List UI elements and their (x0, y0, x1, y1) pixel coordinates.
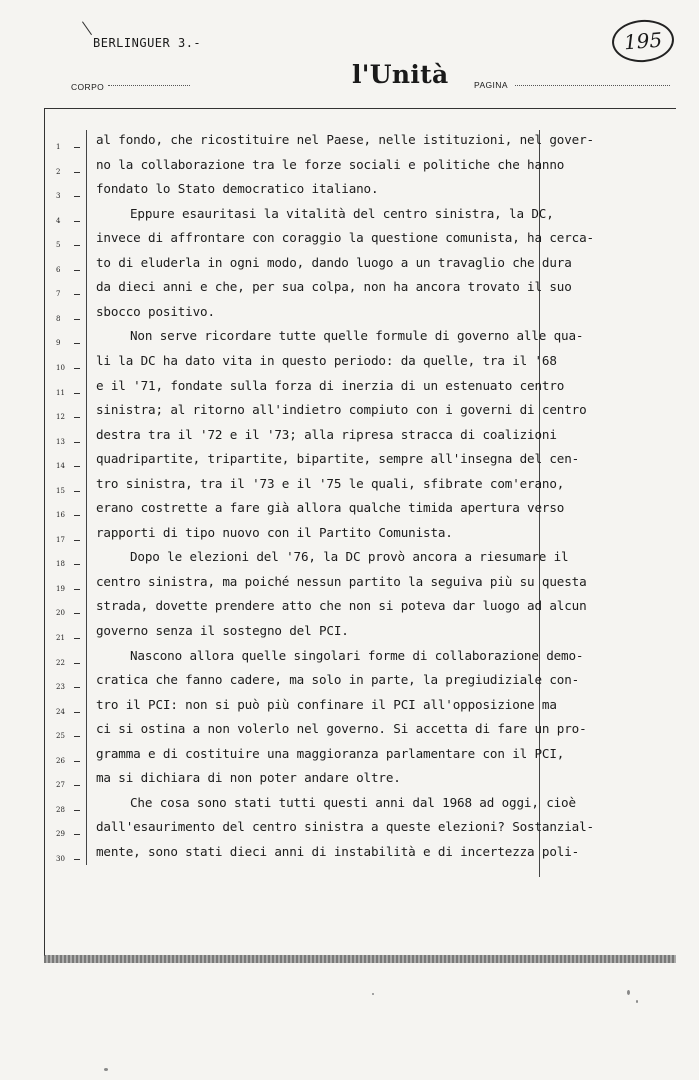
text-line: Nascono allora quelle singolari forme di collaborazione demo- (130, 647, 584, 663)
corpo-dotted-field (108, 85, 190, 86)
text-line: destra tra il '72 e il '73; alla ripresa stracca di coalizioni (96, 426, 557, 442)
line-number: 2 (56, 168, 76, 176)
line-number: 18 (56, 560, 76, 568)
text-line: to di eluderla in ogni modo, dando luogo a un travaglio che dura (96, 254, 572, 270)
text-line: erano costrette a fare già allora qualche timida apertura verso (96, 500, 565, 516)
paper-speck (372, 993, 374, 995)
text-line: tro il PCI: non si può più confinare il PCI all'opposizione ma (96, 696, 557, 712)
text-line: rapporti di tipo nuovo con il Partito Comunista. (96, 524, 453, 540)
line-number: 25 (56, 732, 76, 740)
text-line: mente, sono stati dieci anni di instabilità e di incertezza poli- (96, 843, 580, 859)
line-number: 3 (56, 192, 76, 200)
corpo-label: CORPO (71, 82, 105, 92)
line-number: 22 (56, 659, 76, 667)
line-number: 5 (56, 241, 76, 249)
line-number: 23 (56, 683, 76, 691)
line-number: 26 (56, 757, 76, 765)
pagina-dotted-field (515, 85, 670, 86)
text-line: centro sinistra, ma poiché nessun partito la seguiva più su questa (96, 573, 587, 589)
line-number: 14 (56, 462, 76, 470)
handwritten-page-number: 195 (611, 18, 676, 64)
text-line: fondato lo Stato democratico italiano. (96, 181, 379, 197)
line-number: 9 (56, 339, 76, 347)
line-number: 7 (56, 290, 76, 298)
pen-mark (82, 13, 103, 35)
text-line: Che cosa sono stati tutti questi anni dal 1968 ad oggi, cioè (130, 794, 576, 810)
line-number: 20 (56, 609, 76, 617)
text-line: dall'esaurimento del centro sinistra a queste elezioni? Sostanzial- (96, 819, 594, 835)
text-line: ci si ostina a non volerlo nel governo. Si accetta di fare un pro- (96, 721, 587, 737)
pagina-label: PAGINA (474, 80, 508, 90)
frame-left-border (44, 108, 45, 956)
line-number: 8 (56, 315, 76, 323)
paper-speck (636, 1000, 638, 1003)
text-line: sinistra; al ritorno all'indietro compiuto con i governi di centro (96, 402, 587, 418)
line-number: 21 (56, 634, 76, 642)
text-line: Non serve ricordare tutte quelle formule di governo alle qua- (130, 328, 584, 344)
line-number: 4 (56, 217, 76, 225)
text-line: gramma e di costituire una maggioranza parlamentare con il PCI, (96, 745, 565, 761)
line-number: 1 (56, 143, 76, 151)
line-number: 30 (56, 855, 76, 863)
text-line: al fondo, che ricostituire nel Paese, nelle istituzioni, nel gover- (96, 132, 594, 147)
paper-speck (104, 1068, 108, 1071)
frame-bottom-border (44, 955, 676, 963)
header-rule (44, 108, 676, 109)
line-number: 13 (56, 438, 76, 446)
text-line: e il '71, fondate sulla forza di inerzia di un estenuato centro (96, 377, 565, 393)
line-number: 11 (56, 389, 76, 397)
text-line: cratica che fanno cadere, ma solo in parte, la pregiudiziale con- (96, 672, 580, 688)
text-line: invece di affrontare con coraggio la questione comunista, ha cerca- (96, 230, 594, 246)
text-line: ma si dichiara di non poter andare oltre. (96, 770, 401, 786)
line-number: 16 (56, 511, 76, 519)
text-line: strada, dovette prendere atto che non si poteva dar luogo ad alcun (96, 598, 587, 614)
text-line: sbocco positivo. (96, 303, 215, 319)
line-number: 28 (56, 806, 76, 814)
text-line: li la DC ha dato vita in questo periodo: da quelle, tra il '68 (96, 352, 557, 368)
text-line: no la collaborazione tra le forze sociali e politiche che hanno (96, 156, 565, 172)
text-line: Eppure esauritasi la vitalità del centro sinistra, la DC, (130, 205, 554, 221)
line-number: 24 (56, 708, 76, 716)
text-line: da dieci anni e che, per sua colpa, non ha ancora trovato il suo (96, 279, 572, 295)
text-line: Dopo le elezioni del '76, la DC provò ancora a riesumare il (130, 549, 569, 565)
text-line: quadripartite, tripartite, bipartite, sempre all'insegna del cen- (96, 451, 580, 467)
paper-speck (627, 990, 630, 995)
text-line: governo senza il sostegno del PCI. (96, 623, 349, 638)
line-number: 10 (56, 364, 76, 372)
line-number: 17 (56, 536, 76, 544)
line-number: 27 (56, 781, 76, 789)
text-column-guide (86, 130, 87, 865)
line-number: 15 (56, 487, 76, 495)
newspaper-logo: l'Unità (352, 60, 449, 89)
document-label: BERLINGUER 3.- (93, 36, 202, 50)
line-number: 19 (56, 585, 76, 593)
line-number: 12 (56, 413, 76, 421)
text-line: tro sinistra, tra il '73 e il '75 le quali, sfibrate com'erano, (96, 475, 565, 491)
line-number: 29 (56, 830, 76, 838)
line-number: 6 (56, 266, 76, 274)
